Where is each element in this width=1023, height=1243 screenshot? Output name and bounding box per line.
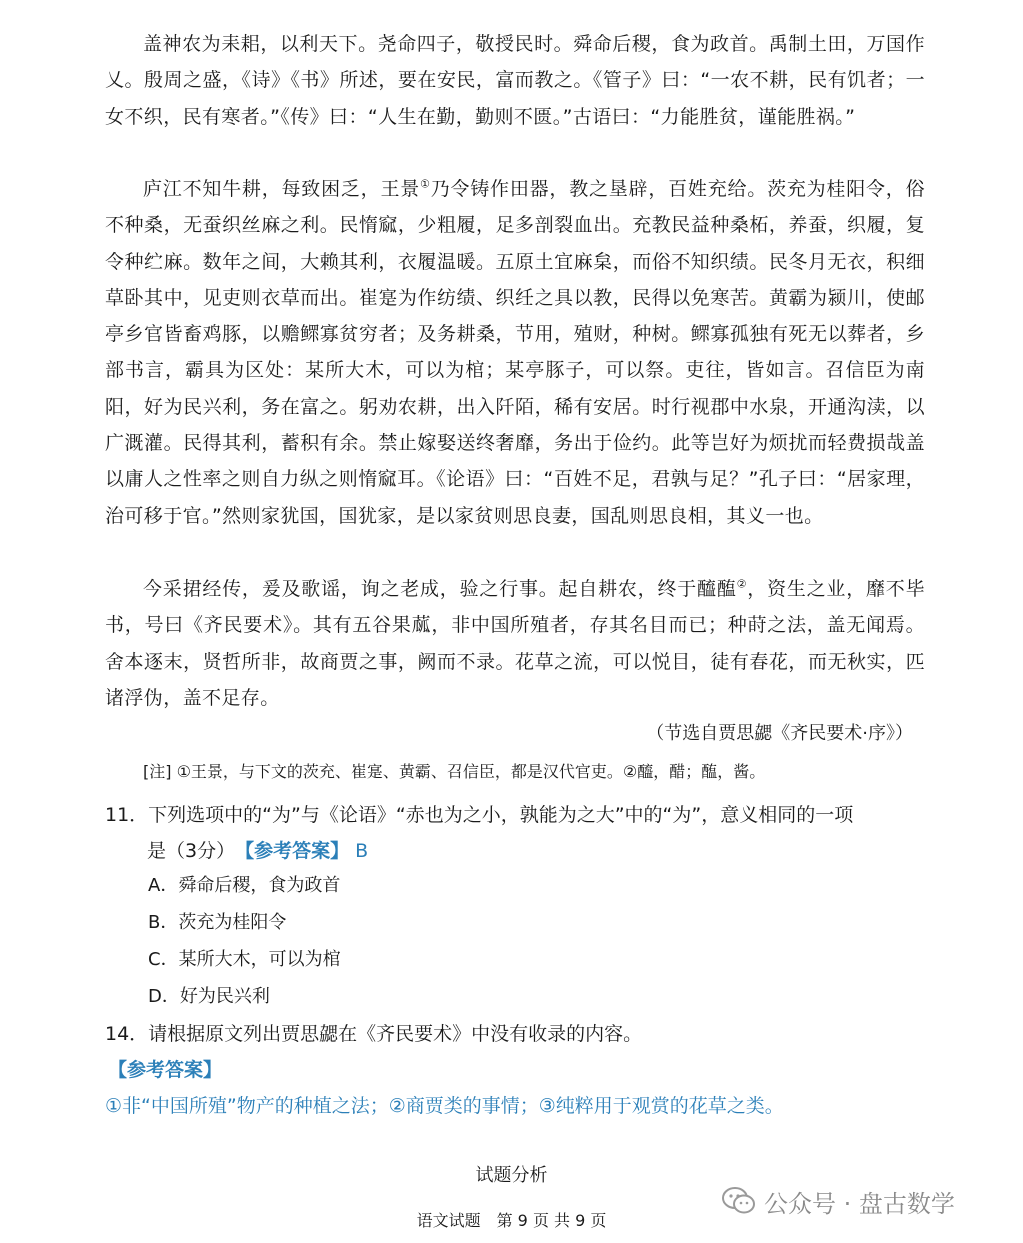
option-d: D．好为民兴利 — [148, 986, 270, 1007]
option-c: C．某所大木，可以为棺 — [148, 949, 341, 970]
watermark-text: 公众号 · 盘古数学 — [764, 1189, 955, 1218]
page-footer: 语文试题 第 9 页 共 9 页 — [416, 1211, 607, 1230]
passage-source: （节选自贾思勰《齐民要术·序》） — [646, 723, 913, 744]
passage-paragraph-3 — [105, 571, 925, 716]
passage-paragraph-2 — [105, 171, 925, 534]
passage-paragraph-1: 盖神农为耒耜，以利天下。尧命四子，敬授民时。舜命后稷，食为政首。禹制土田，万国作乂。殷周之盛，《诗》《书》所述，要在安民，富而教之。《管子》曰：“一农不耕，民有饥者；一女不织，民有寒者。”《传》曰：“人生在勤，勤则不匮。”古语曰：“力能胜贫，谨能胜祸。” — [105, 33, 925, 128]
option-b: B．茨充为桂阳令 — [148, 912, 287, 933]
wechat-icon — [722, 1186, 756, 1216]
passage-paragraph-2-start: 庐江不知牛耕，每致困乏，王景 — [143, 178, 421, 200]
question-11-stem-continued — [105, 833, 925, 869]
question-11-points: 是（3分） — [147, 840, 226, 862]
passage-paragraph-2-rest: 乃令铸作田器，教之垦辟，百姓充给。茨充为桂阳令，俗不种桑，无蚕织丝麻之利。民惰窳，少粗履，足多剖裂血出。充教民益种桑柘，养蚕，织履，复令种纻麻。数年之间，大赖其利，衣履温暖。五原土宜麻枲，而俗不知织绩。民冬月无衣，积细草卧其中，见吏则衣草而出。崔寔为作纺绩、织纴之具以教，民得以免寒苦。黄霸为颍川，使邮亭乡官皆畜鸡豚，以赡鳏寡贫穷者；及务耕桑，节用，殖财，种树。鳏寡孤独有死无以葬者，乡部书言，霸具为区处：某所大木，可以为棺；某亭豚子，可以祭。吏往，皆如言。召信臣为南阳，好为民兴利，务在富之。躬劝农耕，出入阡陌，稀有安居。时行视郡中水泉，开通沟渎，以广溉灌。民得其利，蓄积有余。禁止嫁娶送终奢靡，务出于俭约。此等岂好为烦扰而轻费损哉盖以庸人之性率之则自力纵之则惰窳耳。《论语》曰：“百姓不足，君孰与足？”孔子曰：“居家理，治可移于官。”然则家犹国，国犹家，是以家贫则思良妻，国乱则思良相，其义一也。 — [105, 178, 925, 527]
analysis-title: 试题分析 — [475, 1165, 548, 1186]
passage-note: [注] ①王景，与下文的茨充、崔寔、黄霸、召信臣，都是汉代官吏。②醯，醋；醢，酱。 — [143, 762, 766, 781]
passage-paragraph-3-rest: ，资生之业，靡不毕书，号曰《齐民要术》。其有五谷果蓏，非中国所殖者，存其名目而已；种莳之法，盖无闻焉。舍本逐末，贤哲所非，故商贾之事，阙而不录。花草之流，可以悦目，徒有春花，而无秋实，匹诸浮伪，盖不足存。 — [105, 578, 925, 709]
question-11-answer-label: 【参考答案】 — [244, 840, 350, 862]
question-11 — [105, 797, 925, 869]
footnote-marker-2: ② — [736, 577, 748, 591]
option-a: A．舜命后稷，食为政首 — [148, 875, 341, 896]
question-11-stem: 11．下列选项中的“为”与《论语》“赤也为之小，孰能为之大”中的“为”，意义相同的一项 — [105, 804, 854, 826]
footnote-marker-1: ① — [420, 177, 431, 191]
question-14-answer-text: ①非“中国所殖”物产的种植之法；②商贾类的事情；③纯粹用于观赏的花草之类。 — [105, 1095, 784, 1117]
question-14-stem: 14．请根据原文列出贾思勰在《齐民要术》中没有收录的内容。 — [105, 1023, 643, 1045]
question-11-answer-value: B — [355, 840, 369, 862]
passage-paragraph-3-start: 今采捃经传，爰及歌谣，询之老成，验之行事。起自耕农，终于醯醢 — [143, 578, 737, 600]
watermark — [722, 1183, 955, 1219]
question-14-answer-label: 【参考答案】 — [108, 1059, 223, 1081]
